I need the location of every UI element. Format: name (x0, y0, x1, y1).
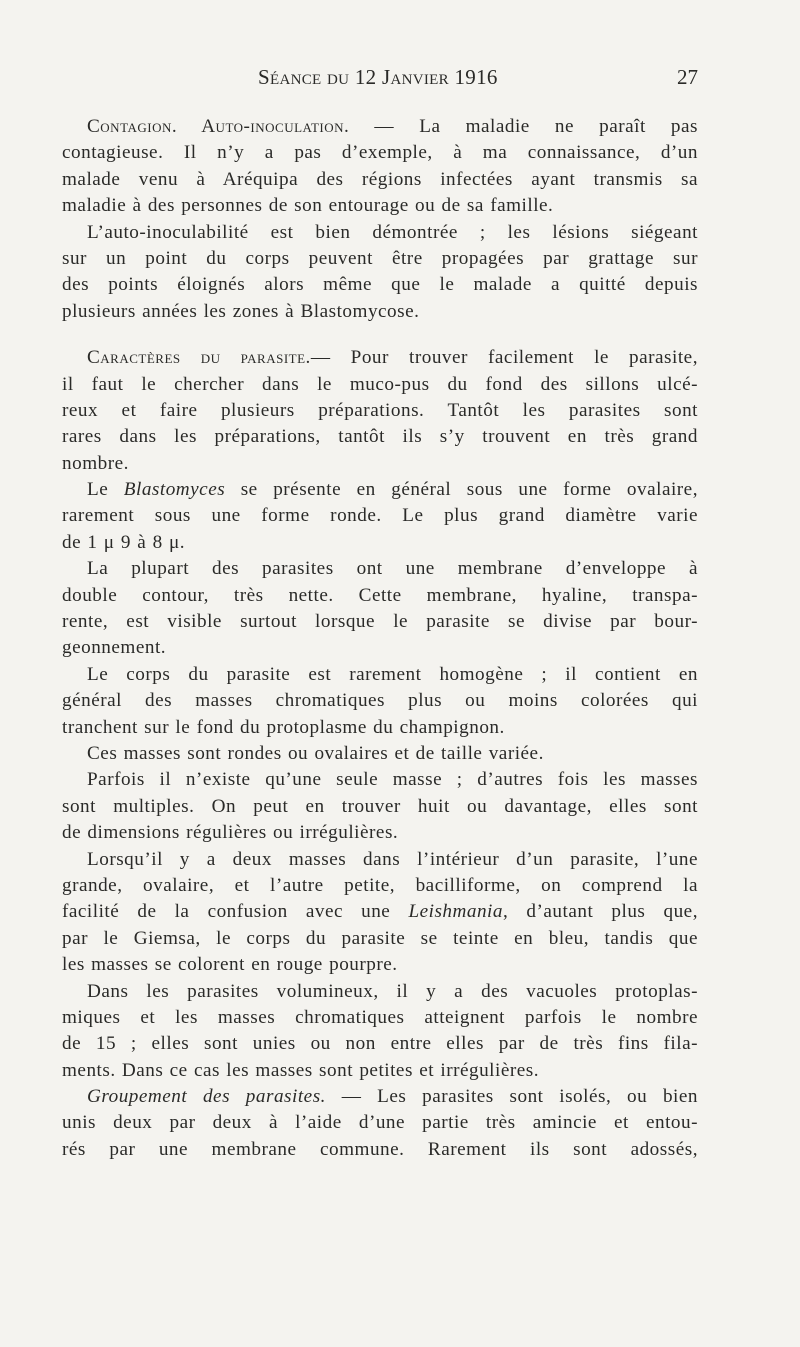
text-segment: geonnement. (62, 637, 167, 659)
text-segment: rés par une membrane commune. Rarement ils sont adossés, (62, 1138, 698, 1160)
paragraph (62, 979, 698, 1085)
text-line (62, 926, 698, 952)
paragraph (62, 662, 698, 741)
text-line (62, 114, 698, 140)
text-line (62, 220, 698, 246)
text-line (62, 193, 698, 219)
text-segment: — Les parasites sont isolés, ou bien (325, 1086, 698, 1108)
section-heading: Contagion. Auto-inoculation. (87, 116, 350, 137)
paragraph (62, 220, 698, 326)
text-segment: maladie à des personnes de son entourage ou de sa famille. (62, 195, 554, 217)
text-line (62, 140, 698, 166)
text-segment: nombre. (62, 452, 129, 474)
text-segment: Ces masses sont rondes ou ovalaires et de taille variée. (87, 742, 544, 764)
text-segment: rarement sous une forme ronde. Le plus grand diamètre varie (62, 505, 698, 527)
text-segment: de dimensions régulières ou irrégulières. (62, 822, 399, 844)
paragraph (62, 345, 698, 477)
paragraph (62, 556, 698, 662)
body-text (62, 114, 698, 1163)
text-segment: sur un point du corps peuvent être propagées par grattage sur (62, 247, 698, 269)
text-segment: de 15 ; elles sont unies ou non entre elles par de très fins fila- (62, 1033, 698, 1055)
text-segment: Le (87, 479, 124, 501)
text-segment: plusieurs années les zones à Blastomycose. (62, 300, 420, 322)
text-line (62, 451, 698, 477)
text-segment: Dans les parasites volumineux, il y a des vacuoles protoplas- (87, 980, 698, 1002)
text-segment: La plupart des parasites ont une membrane d’enveloppe à (87, 558, 698, 580)
paragraph (62, 741, 698, 767)
italic-text: Leishmania (408, 901, 503, 923)
text-segment: , d’autant plus que, (503, 901, 698, 923)
text-line (62, 741, 698, 767)
paragraph (62, 847, 698, 979)
text-line (62, 477, 698, 503)
text-line (62, 715, 698, 741)
text-line (62, 372, 698, 398)
italic-text: Blastomyces (123, 479, 226, 501)
paragraph (62, 1084, 698, 1163)
text-line (62, 530, 698, 556)
text-segment: — Pour trouver facilement le parasite, (310, 347, 698, 369)
text-segment: facilité de la confusion avec une (62, 901, 409, 923)
text-segment: Le corps du parasite est rarement homogène ; il contient en (87, 663, 698, 685)
text-line (62, 299, 698, 325)
text-line (62, 979, 698, 1005)
running-title: Séance du 12 Janvier 1916 (258, 65, 498, 89)
section-gap (62, 325, 698, 345)
italic-text: Groupement des parasites. (87, 1086, 326, 1108)
text-line (62, 767, 698, 793)
section-heading: Caractères du parasite. (87, 347, 311, 369)
text-line (62, 424, 698, 450)
text-segment: reux et faire plusieurs préparations. Tantôt les parasites sont (62, 399, 698, 421)
page-number: 27 (677, 65, 698, 89)
text-segment: rente, est visible surtout lorsque le parasite se divise par bour- (62, 611, 698, 633)
text-segment: miques et les masses chromatiques atteignent parfois le nombre (62, 1006, 698, 1028)
paragraph (62, 767, 698, 846)
text-segment: contagieuse. Il n’y a pas d’exemple, à ma connaissance, d’un (62, 142, 698, 164)
text-line (62, 609, 698, 635)
text-segment: unis deux par deux à l’aide d’une partie très amincie et entou- (62, 1112, 698, 1134)
text-segment: double contour, très nette. Cette membrane, hyaline, transpa- (62, 584, 698, 606)
text-segment: des points éloignés alors même que le malade a quitté depuis (62, 274, 698, 296)
text-line (62, 345, 698, 371)
text-line (62, 167, 698, 193)
text-line (62, 820, 698, 846)
text-line (62, 1031, 698, 1057)
text-segment: — La maladie ne paraît pas (349, 116, 698, 137)
text-segment: les masses se colorent en rouge pourpre. (62, 954, 398, 976)
text-line (62, 794, 698, 820)
text-segment: général des masses chromatiques plus ou moins colorées qui (62, 690, 698, 712)
text-line (62, 952, 698, 978)
text-line (62, 847, 698, 873)
text-line (62, 583, 698, 609)
text-line (62, 503, 698, 529)
text-line (62, 1005, 698, 1031)
text-line (62, 899, 698, 925)
text-line (62, 1110, 698, 1136)
text-segment: Lorsqu’il y a deux masses dans l’intérieur d’un parasite, l’une (87, 848, 698, 870)
text-line (62, 1084, 698, 1110)
text-segment: tranchent sur le fond du protoplasme du champignon. (62, 716, 505, 738)
text-line (62, 556, 698, 582)
text-segment: se présente en général sous une forme ovalaire, (225, 479, 698, 501)
text-line (62, 1137, 698, 1163)
text-line (62, 246, 698, 272)
text-segment: il faut le chercher dans le muco-pus du fond des sillons ulcé- (62, 373, 698, 395)
text-segment: sont multiples. On peut en trouver huit ou davantage, elles sont (62, 795, 698, 817)
text-line (62, 272, 698, 298)
text-segment: malade venu à Aréquipa des régions infectées ayant transmis sa (62, 168, 698, 190)
text-segment: rares dans les préparations, tantôt ils s’y trouvent en très grand (62, 426, 698, 448)
paragraph (62, 477, 698, 556)
text-line (62, 635, 698, 661)
text-segment: Parfois il n’existe qu’une seule masse ; d’autres fois les masses (87, 769, 698, 791)
text-line (62, 873, 698, 899)
text-line (62, 398, 698, 424)
text-segment: par le Giemsa, le corps du parasite se teinte en bleu, tandis que (62, 927, 698, 949)
text-segment: de 1 μ 9 à 8 μ. (62, 531, 186, 553)
text-line (62, 688, 698, 714)
text-line (62, 1058, 698, 1084)
paragraph (62, 114, 698, 220)
text-segment: grande, ovalaire, et l’autre petite, bacilliforme, on comprend la (62, 874, 698, 896)
text-segment: ments. Dans ce cas les masses sont petites et irrégulières. (62, 1059, 540, 1081)
text-line (62, 662, 698, 688)
text-segment: L’auto-inoculabilité est bien démontrée ; les lésions siégeant (87, 221, 698, 243)
